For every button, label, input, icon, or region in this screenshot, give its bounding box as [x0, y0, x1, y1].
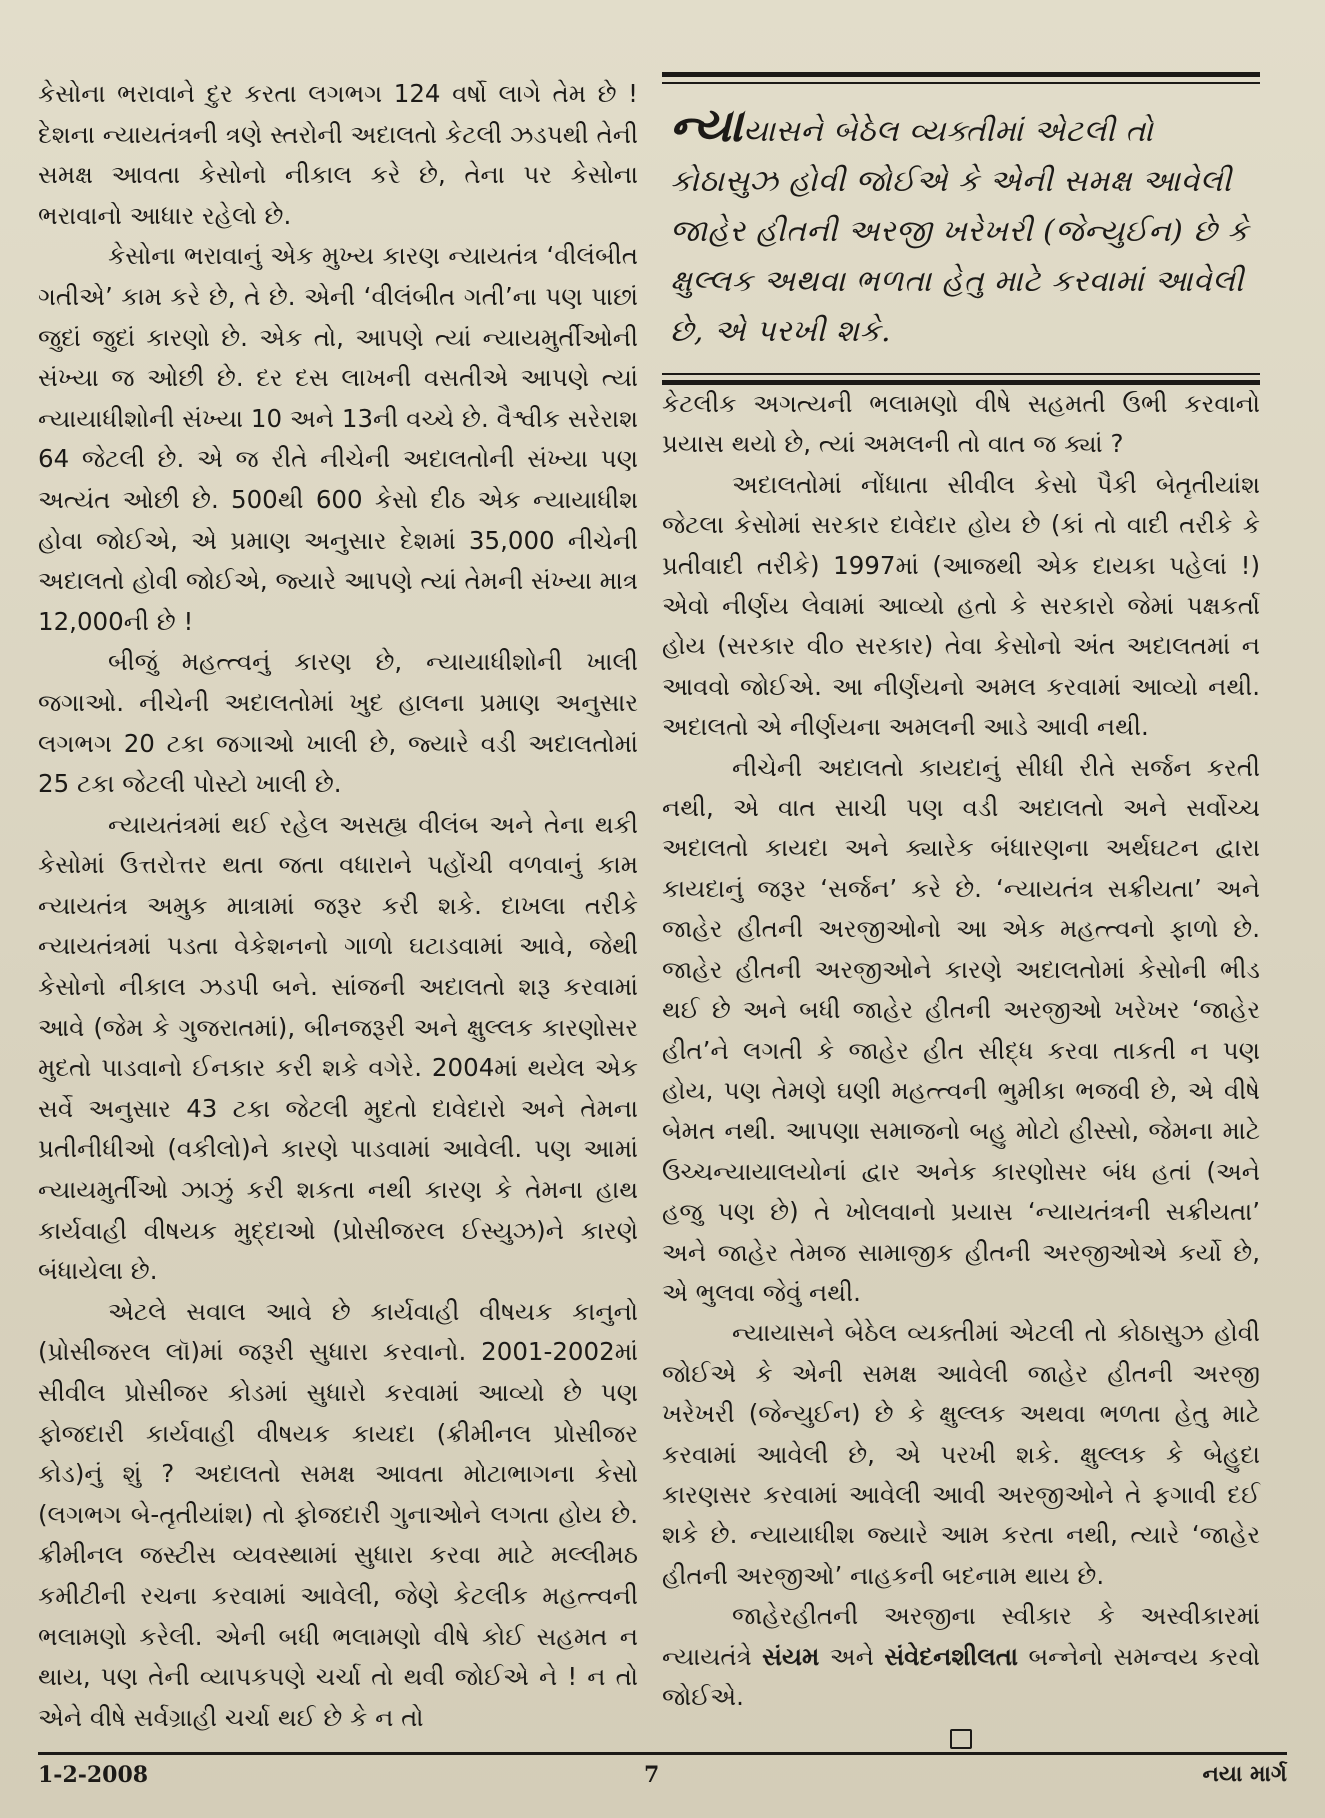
article-end-box-icon — [950, 1729, 972, 1749]
pull-quote-text-block — [662, 84, 1260, 365]
right-paragraph-4: ન્યાયાસને બેઠેલ વ્યક્તીમાં એટલી તો કોઠાસુઝ હોવી જોઈએ કે એની સમક્ષ આવેલી જાહેર હીતની અરજી ખરેખરી (જેન્યુઈન) છે કે ક્ષુલ્લક અથવા ભળતા હેતુ માટે કરવામાં આવેલી છે, એ પરખી શકે. ક્ષુલ્લક કે બેહુદા કારણસર કરવામાં આવેલી આવી અરજીઓને તે ફગાવી દઈ શકે છે. ન્યાયાધીશ જ્યારે આમ કરતા નથી, ત્યારે ‘જાહેર હીતની અરજીઓ’ નાહકની બદનામ થાય છે. — [662, 1318, 1260, 1590]
left-paragraph-1: કેસોના ભરાવાને દુર કરતા લગભગ 124 વર્ષો લાગે તેમ છે ! દેશના ન્યાયતંત્રની ત્રણે સ્તરોની અદાલતો કેટલી ઝડપથી તેની સમક્ષ આવતા કેસોનો નીકાલ કરે છે, તેના પર કેસોના ભરાવાનો આધાર રહેલો છે. — [38, 79, 638, 230]
left-paragraph-2: કેસોના ભરાવાનું એક મુખ્ય કારણ ન્યાયતંત્ર ‘વીલંબીત ગતીએ’ કામ કરે છે, તે છે. એની ‘વીલંબીત ગતી’ના પણ પાછાં જુદાં જુદાં કારણો છે. એક તો, આપણે ત્યાં ન્યાયમુર્તીઓની સંખ્યા જ ઓછી છે. દર દસ લાખની વસતીએ આપણે ત્યાં ન્યાયાધીશોની સંખ્યા 10 અને 13ની વચ્ચે છે. વૈશ્વીક સરેરાશ 64 જેટલી છે. એ જ રીતે નીચેની અદાલતોની સંખ્યા પણ અત્યંત ઓછી છે. 500થી 600 કેસો દીઠ એક ન્યાયાધીશ હોવા જોઈએ, એ પ્રમાણ અનુસાર દેશમાં 35,000 નીચેની અદાલતો હોવી જોઈએ, જ્યારે આપણે ત્યાં તેમની સંખ્યા માત્ર 12,000ની છે ! — [38, 241, 638, 636]
pull-quote-bottom-rule-thin — [662, 373, 1260, 375]
left-column — [38, 74, 638, 1738]
left-paragraph-5: એટલે સવાલ આવે છે કાર્યવાહી વીષયક કાનુનો (પ્રોસીજરલ લૉ)માં જરૂરી સુધારા કરવાનો. 2001-2002માં સીવીલ પ્રોસીજર કોડમાં સુધારો કરવામાં આવ્યો છે પણ ફોજદારી કાર્યવાહી વીષયક કાયદા (ક્રીમીનલ પ્રોસીજર કોડ)નું શું ? અદાલતો સમક્ષ આવતા મોટાભાગના કેસો (લગભગ બે-તૃતીયાંશ) તો ફોજદારી ગુનાઓને લગતા હોય છે. ક્રીમીનલ જસ્ટીસ વ્યવસ્થામાં સુધારા કરવા માટે મલ્લીમઠ કમીટીની રચના કરવામાં આવેલી, જેણે કેટલીક મહત્ત્વની ભલામણો કરેલી. એની બધી ભલામણો વીષે કોઈ સહમત ન થાય, પણ તેની વ્યાપકપણે ચર્ચા તો થવી જોઈએ ને ! ન તો એને વીષે સર્વગ્રાહી ચર્ચા થઈ છે કે ન તો — [38, 1296, 638, 1732]
right-paragraph-1: કેટલીક અગત્યની ભલામણો વીષે સહમતી ઉભી કરવાનો પ્રયાસ થયો છે, ત્યાં અમલની તો વાત જ ક્યાં ? — [662, 389, 1260, 459]
footer-date: 1-2-2008 — [38, 1762, 149, 1788]
right-paragraph-5 — [662, 1596, 1260, 1717]
right-p5-bold-samvedanshilta: સંવેદનશીલતા — [884, 1641, 1019, 1671]
right-p5-text-mid: અને — [819, 1641, 885, 1671]
pull-quote-text: યાસને બેઠેલ વ્યક્તીમાં એટલી તો કોઠાસુઝ હોવી જોઈએ કે એની સમક્ષ આવેલી જાહેર હીતની અરજી ખરેખરી (જેન્યુઈન) છે કે ક્ષુલ્લક અથવા ભળતા હેતુ માટે કરવામાં આવેલી છે, એ પરખી શકે. — [670, 114, 1249, 349]
pull-quote-top-rule-thick — [662, 72, 1260, 77]
pull-quote-dropcap: ન્યા — [670, 98, 743, 152]
right-column — [662, 384, 1260, 1749]
footer-page-number: 7 — [644, 1762, 660, 1788]
right-p5-bold-sanyam: સંયમ — [762, 1641, 820, 1671]
page-footer — [38, 1762, 1287, 1796]
right-paragraph-2: અદાલતોમાં નોંધાતા સીવીલ કેસો પૈકી બેતૃતીયાંશ જેટલા કેસોમાં સરકાર દાવેદાર હોય છે (કાં તો વાદી તરીકે કે પ્રતીવાદી તરીકે) 1997માં (આજથી એક દાયકા પહેલાં !) એવો નીર્ણય લેવામાં આવ્યો હતો કે સરકારો જેમાં પક્ષકર્તા હોય (સરકાર વી૦ સરકાર) તેવા કેસોનો અંત અદાલતમાં ન આવવો જોઈએ. આ નીર્ણયનો અમલ કરવામાં આવ્યો નથી. અદાલતો એ નીર્ણયના અમલની આડે આવી નથી. — [662, 469, 1260, 742]
right-paragraph-3: નીચેની અદાલતો કાયદાનું સીધી રીતે સર્જન કરતી નથી, એ વાત સાચી પણ વડી અદાલતો અને સર્વોચ્ચ અદાલતો કાયદા અને ક્યારેક બંધારણના અર્થઘટન દ્વારા કાયદાનું જરૂર ‘સર્જન’ કરે છે. ‘ન્યાયતંત્ર સક્રીયતા’ અને જાહેર હીતની અરજીઓનો આ એક મહત્ત્વનો ફાળો છે. જાહેર હીતની અરજીઓને કારણે અદાલતોમાં કેસોની ભીડ થઈ છે અને બધી જાહેર હીતની અરજીઓ ખરેખર ‘જાહેર હીત’ને લગતી કે જાહેર હીત સીદ્ધ કરવા તાકતી ન પણ હોય, પણ તેમણે ઘણી મહત્ત્વની ભુમીકા ભજવી છે, એ વીષે બેમત નથી. આપણા સમાજનો બહુ મોટો હીસ્સો, જેમના માટે ઉચ્ચન્યાયાલયોનાં દ્વાર અનેક કારણોસર બંધ હતાં (અને હજુ પણ છે) તે ખોલવાનો પ્રયાસ ‘ન્યાયતંત્રની સક્રીયતા’ અને જાહેર તેમજ સામાજીક હીતની અરજીઓએ કર્યો છે, એ ભુલવા જેવું નથી. — [662, 752, 1260, 1307]
left-paragraph-4: ન્યાયતંત્રમાં થઈ રહેલ અસહ્ય વીલંબ અને તેના થકી કેસોમાં ઉત્તરોત્તર થતા જતા વધારાને પહોંચી વળવાનું કામ ન્યાયતંત્ર અમુક માત્રામાં જરૂર કરી શકે. દાખલા તરીકે ન્યાયતંત્રમાં પડતા વેકેશનનો ગાળો ઘટાડવામાં આવે, જેથી કેસોનો નીકાલ ઝડપી બને. સાંજની અદાલતો શરૂ કરવામાં આવે (જેમ કે ગુજરાતમાં), બીનજરૂરી અને ક્ષુલ્લક કારણોસર મુદતો પાડવાનો ઈનકાર કરી શકે વગેરે. 2004માં થયેલ એક સર્વે અનુસાર 43 ટકા જેટલી મુદતો દાવેદારો અને તેમના પ્રતીનીધીઓ (વકીલો)ને કારણે પાડવામાં આવેલી. પણ આમાં ન્યાયમુર્તીઓ ઝાઝું કરી શકતા નથી કારણ કે તેમના હાથ કાર્યવાહી વીષયક મુદ્દાઓ (પ્રોસીજરલ ઈસ્યુઝ)ને કારણે બંધાયેલા છે. — [38, 809, 638, 1286]
right-p5-text-a: જાહેરહીતની અરજીના સ્વીકાર કે અસ્વીકારમાં ન્યાયતંત્રે — [662, 1601, 1260, 1671]
right-p5-text-c: બન્નેનો સમન્વય કરવો જોઈએ. — [662, 1641, 1260, 1711]
footer-magazine-name: નયા માર્ગ — [1202, 1762, 1287, 1787]
pull-quote — [662, 72, 1260, 385]
footer-rule — [38, 1752, 1287, 1755]
left-paragraph-3: બીજું મહત્ત્વનું કારણ છે, ન્યાયાધીશોની ખાલી જગાઓ. નીચેની અદાલતોમાં ખુદ હાલના પ્રમાણ અનુસાર લગભગ 20 ટકા જગાઓ ખાલી છે, જ્યારે વડી અદાલતોમાં 25 ટકા જેટલી પોસ્ટો ખાલી છે. — [38, 647, 638, 799]
